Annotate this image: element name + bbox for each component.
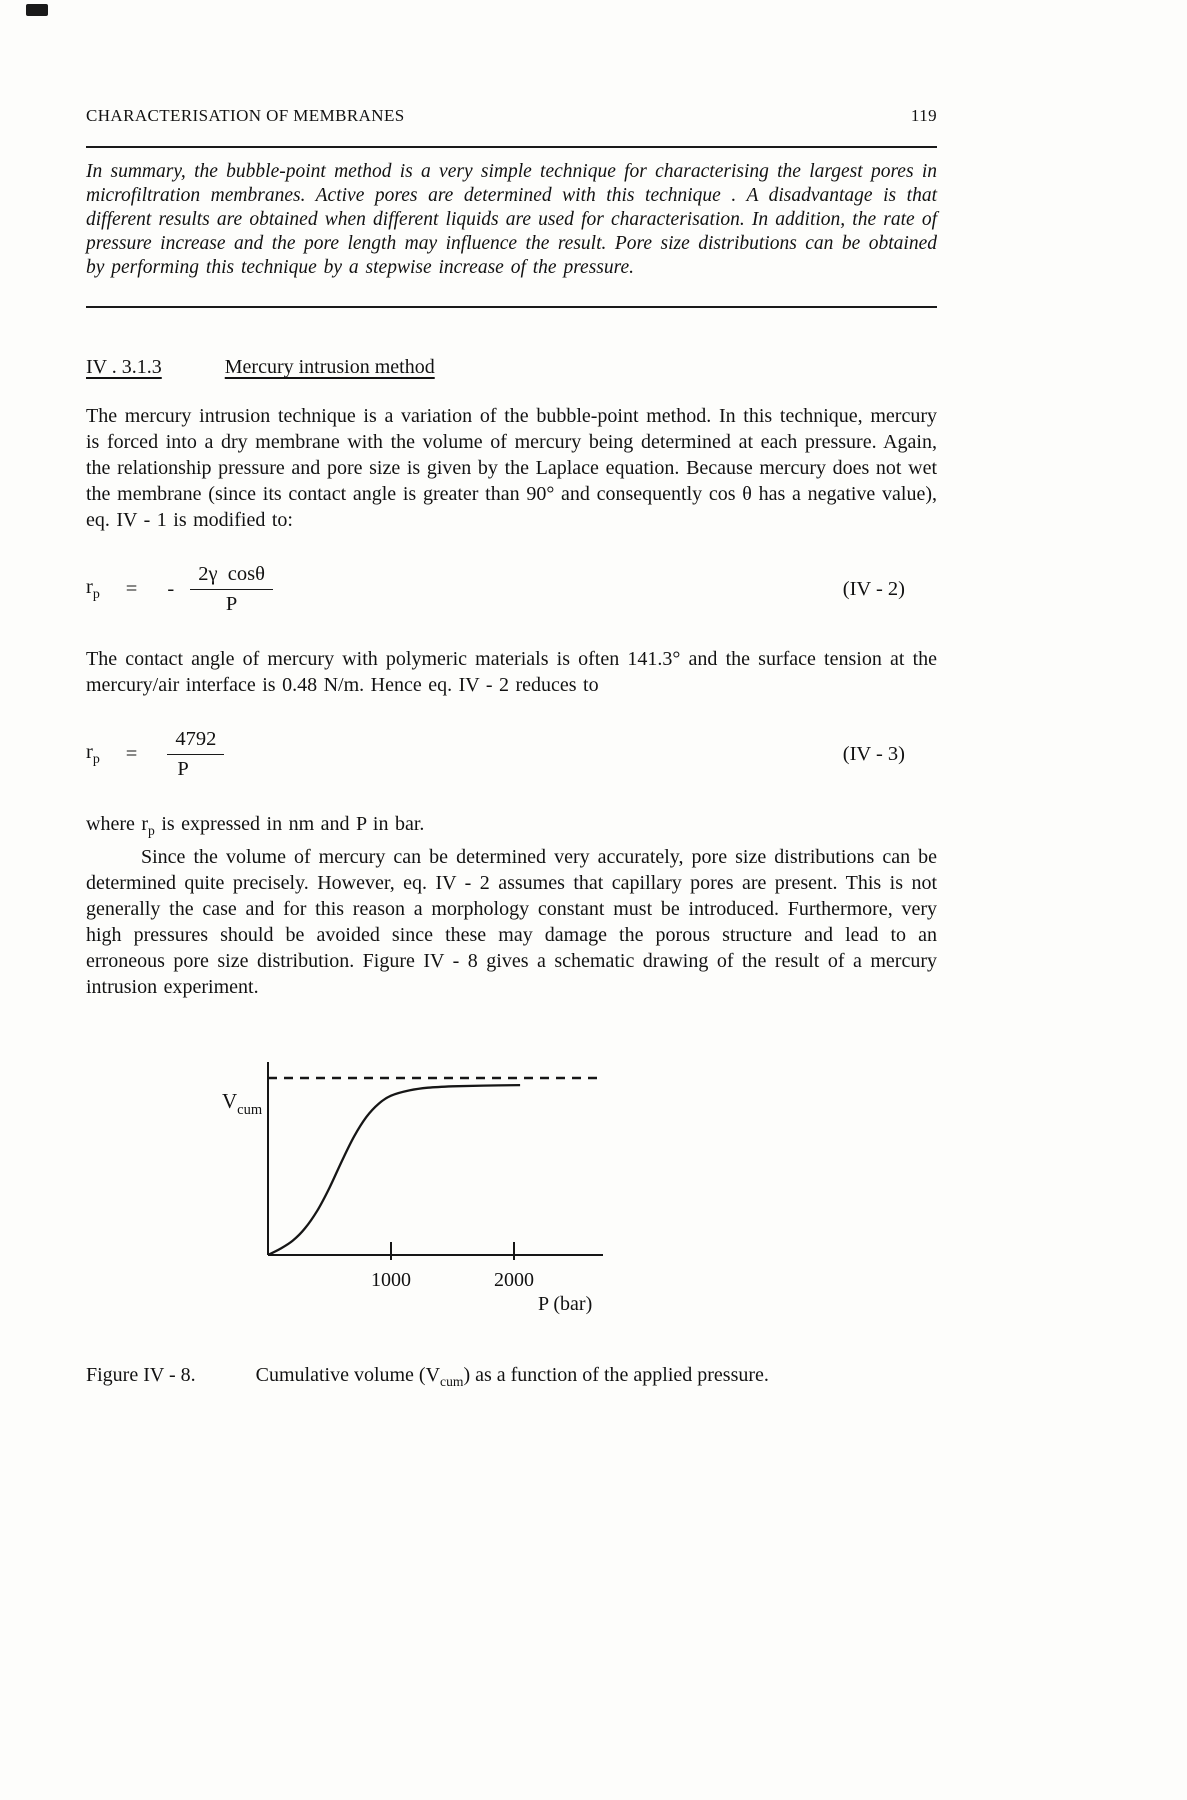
section-title: Mercury intrusion method [224,356,435,378]
summary-paragraph: In summary, the bubble-point method is a very simple technique for characterising the largest pores in microfiltration membranes. Active pores are determined with this technique . A disadvantage is that different results are obtained when different liquids are used for characterisation. In addition, the rate of pressure increase and the pore length may influence the result. Pore size distributions can be obtained by performing this technique by a stepwise increase of the pressure. [86,161,937,278]
equation-number: (IV - 3) [842,743,905,765]
paragraph-discussion: Since the volume of mercury can be determined very accurately, pore size distributions can be determined quite precisely. However, eq. IV - 2 assumes that capillary pores are present. This is not generally the case and for this reason a morphology constant must be introduced. Furthermore, very high pressures should be avoided since these may damage the porous structure and lead to an erroneous pore size distribution. Figure IV - 8 gives a schematic drawing of the result of a mercury intrusion experiment. [86,846,937,998]
figure-caption: Figure IV - 8. Cumulative volume $(V_{cum})$ as a function of the applied pressure. [86,1364,769,1389]
equation-iv-3 [86,728,937,781]
section-number: IV . 3.1.3 [86,356,162,378]
fraction-denominator: P [177,758,189,780]
fraction-numerator: 4792 [167,728,224,755]
x-tick-label-2000: 2000 [494,1269,534,1291]
x-axis-label: P (bar) [538,1293,593,1315]
page-number: 119 [910,106,937,125]
figure-caption-label: Figure IV - 8. [86,1364,196,1386]
equals-sign: = [125,578,138,600]
intrusion-curve [268,1085,520,1255]
figure-iv-8 [198,1050,658,1318]
figure-chart [198,1050,658,1318]
divider-mid [86,306,937,308]
y-axis-label: $V_{cum}$ [222,1089,263,1118]
x-tick-label-1000: 1000 [371,1269,411,1291]
fraction-denominator: P [225,593,238,615]
running-head-title: CHARACTERISATION OF MEMBRANES [86,106,405,125]
section-heading [86,356,937,379]
equation-number: (IV - 2) [842,578,905,600]
fraction [167,728,224,781]
equation-variable: $r_p$ [86,740,100,768]
divider-top [86,146,937,148]
paragraph-intro: The mercury intrusion technique is a variation of the bubble-point method. In this technique, mercury is forced into a dry membrane with the volume of mercury being determined at each pressure. Again, the relationship pressure and pore size is given by the Laplace equation. Because mercury does not wet the membrane (since its contact angle is greater than 90° and consequently cos θ has a negative value), eq. IV - 1 is modified to: [86,405,937,531]
fraction [190,563,273,616]
equation-variable: $r_p$ [86,575,100,603]
paragraph-contact-angle: The contact angle of mercury with polymeric materials is often 141.3° and the surface tension at the mercury/air interface is 0.48 N/m. Hence eq. IV - 2 reduces to [86,648,937,696]
fraction-numerator: 2γ cosθ [190,563,273,590]
equals-sign: = [125,743,138,765]
equation-iv-2 [86,563,937,616]
paragraph-units: where $r_p$ is expressed in nm and P in bar. [86,813,425,838]
scan-artifact [26,4,48,16]
running-head [86,106,937,126]
minus-sign: - [167,578,175,600]
